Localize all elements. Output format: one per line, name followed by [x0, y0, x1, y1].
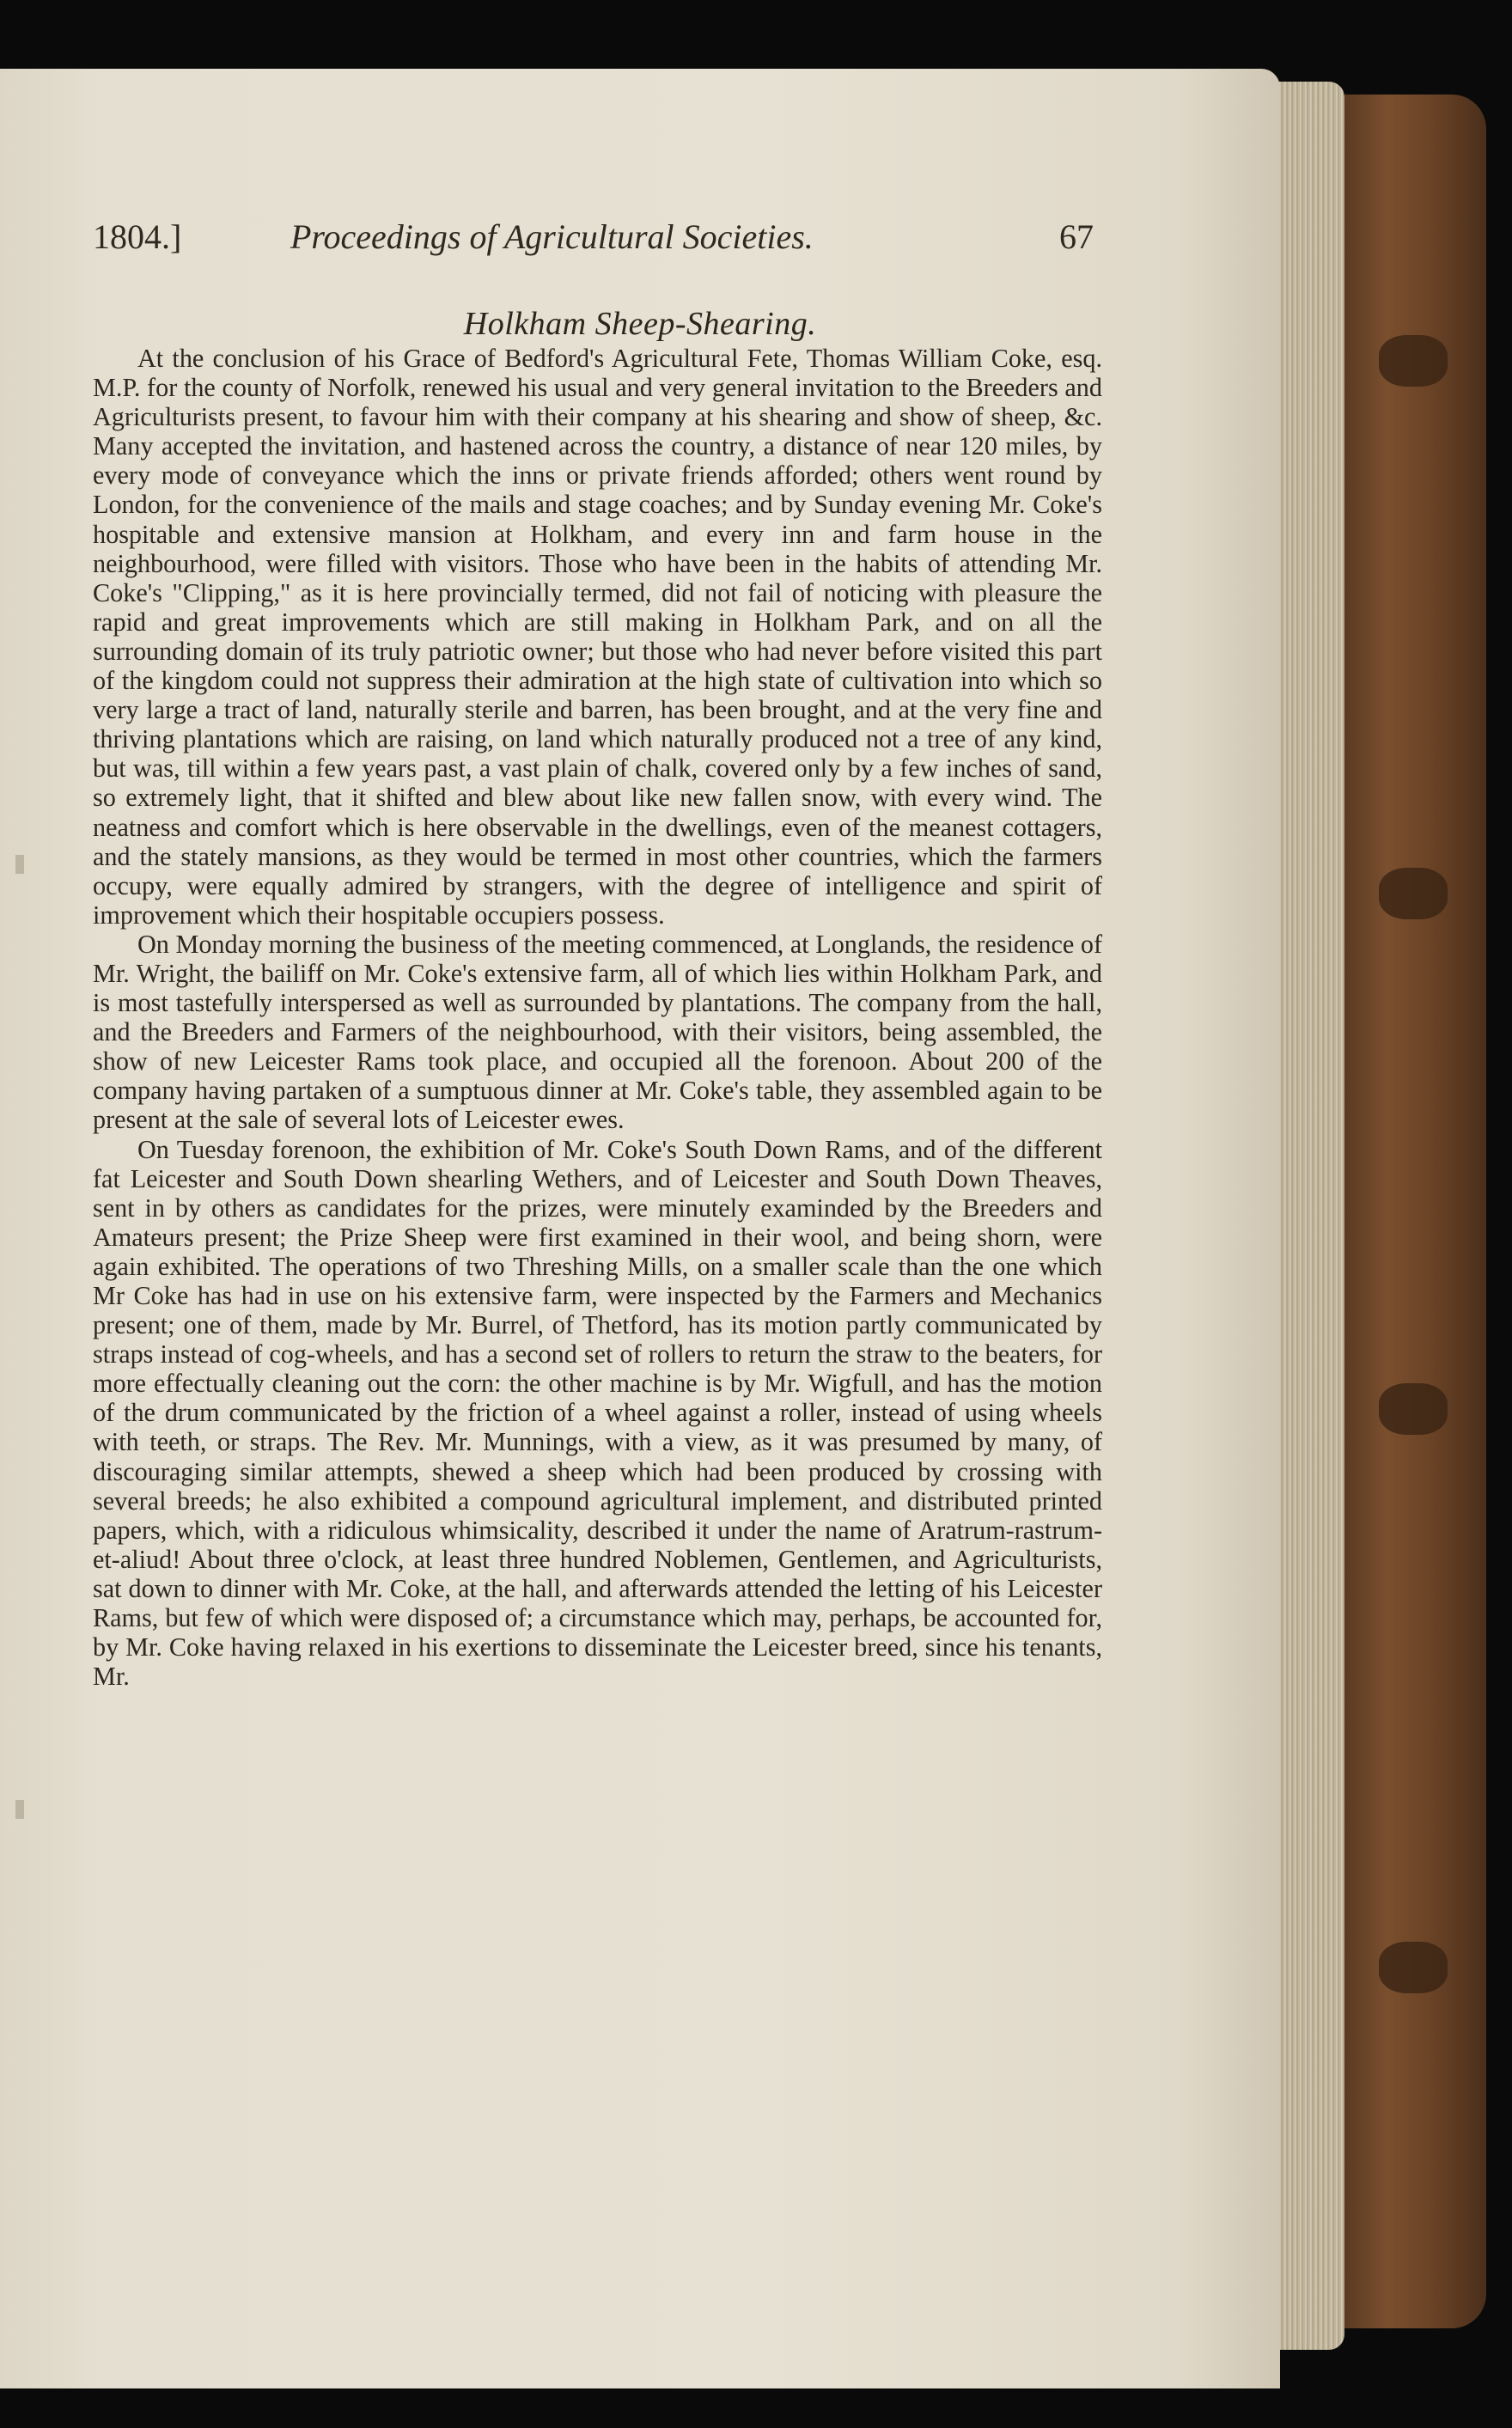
spine-ornament: [1379, 335, 1448, 387]
header-title: Proceedings of Agricultural Societies.: [290, 217, 814, 256]
paragraph: On Tuesday forenoon, the exhibition of Mr. Coke's South Down Rams, and of the different fat Leicester and South Down shearling Wethers, and of Leicester and South Down Theaves, sent in by others as candidates for the prizes, were minutely examinded by the Breeders and Amateurs present; the Prize Sheep were first examined in their wool, and being shorn, were again exhibited. The operations of two Threshing Mills, on a smaller scale than the one which Mr Coke has had in use on his extensive farm, were inspected by the Farmers and Mechanics present; one of them, made by Mr. Burrel, of Thetford, has its motion partly communicated by straps instead of cog-wheels, and has a second set of rollers to return the straw to the beaters, for more effectually cleaning out the corn: the other machine is by Mr. Wigfull, and has the motion of the drum communicated by the friction of a wheel against a roller, instead of using wheels with teeth, or straps. The Rev. Mr. Munnings, with a view, as it was presumed by many, of discouraging similar attempts, shewed a sheep which had been produced by crossing with several breeds; he also exhibited a compound agricultural implement, and distributed printed papers, which, with a ridiculous whimsicality, described it under the name of Aratrum-rastrum-et-aliud! About three o'clock, at least three hundred Noblemen, Gentlemen, and Agriculturists, sat down to dinner with Mr. Coke, at the hall, and afterwards attended the letting of his Leicester Rams, but few of which were disposed of; a circumstance which may, perhaps, be accounted for, by Mr. Coke having relaxed in his exertions to disseminate the Leicester breed, since his tenants, Mr.: [93, 1134, 1102, 1692]
gutter-mark: [15, 1800, 24, 1819]
header-year: 1804.]: [93, 217, 182, 256]
article-title: Holkham Sheep-Shearing.: [463, 306, 817, 342]
spine-ornament: [1379, 1942, 1448, 1993]
book-spine: [1344, 95, 1486, 2328]
article-body: [93, 344, 1102, 1691]
running-header: [93, 217, 1094, 268]
gutter-mark: [15, 855, 24, 874]
paragraph: At the conclusion of his Grace of Bedford's Agricultural Fete, Thomas William Coke, esq. M.P. for the county of Norfolk, renewed his usual and very general invitation to the Breeders and Agriculturists present, to favour him with their company at his shearing and show of sheep, &c. Many accepted the invitation, and hastened across the country, a distance of near 120 miles, by every mode of conveyance which the inns or private friends afforded; others went round by London, for the convenience of the mails and stage coaches; and by Sunday evening Mr. Coke's hospitable and extensive mansion at Holkham, and every inn and farm house in the neighbourhood, were filled with visitors. Those who have been in the habits of attending Mr. Coke's "Clipping," as it is here provincially termed, did not fail of noticing with pleasure the rapid and great improvements which are still making in Holkham Park, and on all the surrounding domain of its truly patriotic owner; but those who had never before visited this part of the kingdom could not suppress their admiration at the high state of cultivation into which so very large a tract of land, naturally sterile and barren, has been brought, and at the very fine and thriving plantations which are raising, on land which naturally produced not a tree of any kind, but was, till within a few years past, a vast plain of chalk, covered only by a few inches of sand, so extremely light, that it shifted and blew about like new fallen snow, with every wind. The neatness and comfort which is here observable in the dwellings, even of the meanest cottagers, and the stately mansions, as they would be termed in most other countries, which the farmers occupy, were equally admired by strangers, with the degree of intelligence and spirit of improvement which their hospitable occupiers possess.: [93, 344, 1102, 930]
spine-ornament: [1379, 1383, 1448, 1435]
spine-ornament: [1379, 868, 1448, 919]
paragraph: On Monday morning the business of the meeting commenced, at Longlands, the residence of Mr. Wright, the bailiff on Mr. Coke's extensive farm, all of which lies within Holkham Park, and is most tastefully interspersed as well as surrounded by plantations. The company from the hall, and the Breeders and Farmers of the neighbourhood, with their visitors, being assembled, the show of new Leicester Rams took place, and occupied all the forenoon. About 200 of the company having partaken of a sumptuous dinner at Mr. Coke's table, they assembled again to be present at the sale of several lots of Leicester ewes.: [93, 929, 1102, 1135]
page-number: 67: [1059, 217, 1094, 256]
